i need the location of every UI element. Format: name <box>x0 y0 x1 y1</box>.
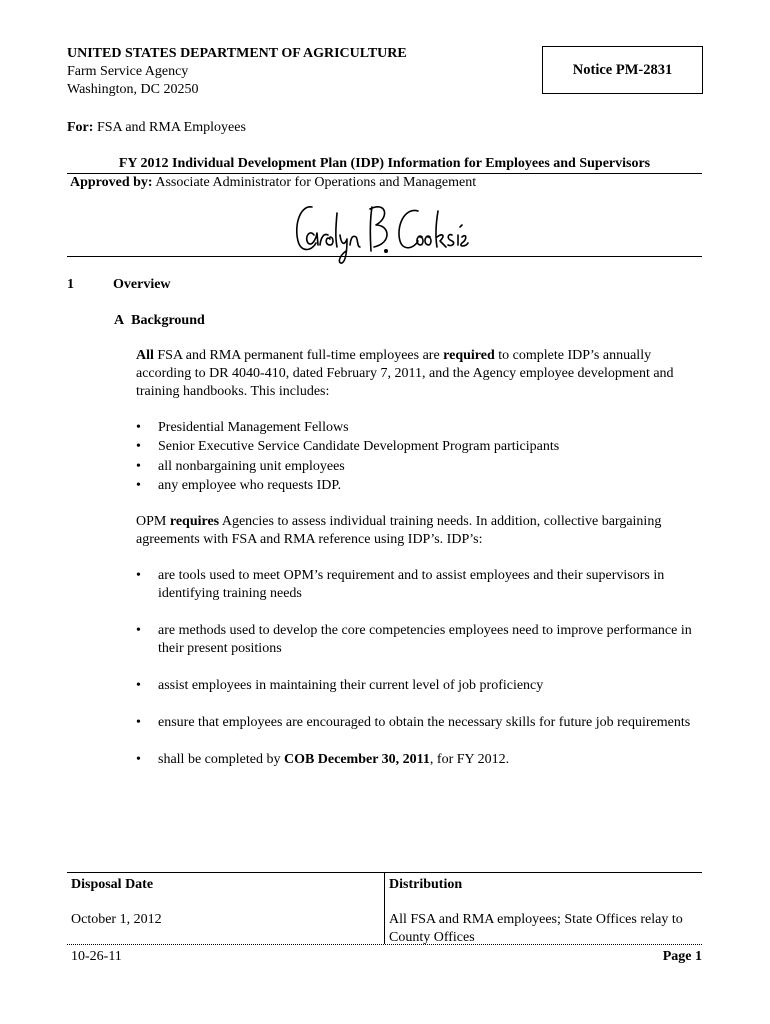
section-number: 1 <box>67 277 74 292</box>
deadline-part1: shall be completed by <box>158 752 284 767</box>
list-item: • ensure that employees are encouraged to obtain the necessary skills for future job requirements <box>136 714 701 732</box>
notice-number-box <box>542 46 703 94</box>
disposal-date-label: Disposal Date <box>71 877 154 892</box>
approved-value: Associate Administrator for Operations and Management <box>155 175 477 190</box>
para1-part1: FSA and RMA permanent full-time employees are <box>153 348 444 363</box>
para2-part1: OPM <box>136 514 170 529</box>
distribution-label: Distribution <box>389 877 463 892</box>
approved-line <box>70 174 476 192</box>
for-line <box>67 119 246 137</box>
department-name: UNITED STATES DEPARTMENT OF AGRICULTURE <box>67 46 407 61</box>
disposal-date-value: October 1, 2012 <box>71 912 162 927</box>
notice-number: Notice PM-2831 <box>572 62 673 78</box>
list-item: • Presidential Management Fellows <box>136 419 701 438</box>
background-paragraph <box>136 347 701 401</box>
signature-rule <box>67 256 702 257</box>
para2-part2: Agencies to assess individual training needs. In addition, collective bargaining agreements with FSA and RMA reference using IDP’s. IDP’s: <box>136 514 662 547</box>
para2-bold: requires <box>169 514 220 529</box>
for-value: FSA and RMA Employees <box>96 120 246 135</box>
agency-address: Washington, DC 20250 <box>67 82 199 97</box>
footer-column-divider <box>384 872 385 944</box>
list-item: • Senior Executive Service Candidate Development Program participants <box>136 438 701 457</box>
subsection-heading <box>114 312 205 330</box>
page-number: Page 1 <box>662 949 702 964</box>
deadline-part2: , for FY 2012. <box>429 752 510 767</box>
deadline-date: COB December 30, 2011 <box>283 752 430 767</box>
list-item: • all nonbargaining unit employees <box>136 458 701 477</box>
signature-image <box>290 195 470 265</box>
list-item-deadline <box>136 751 701 769</box>
agency-header <box>67 45 407 99</box>
eligible-employees-list <box>136 419 701 496</box>
section-title: Overview <box>113 277 171 292</box>
issue-date: 10-26-11 <box>71 949 122 964</box>
for-label: For: <box>67 120 94 135</box>
list-item: • are methods used to develop the core competencies employees need to improve performance in their present positions <box>136 622 701 658</box>
para1-bold: required <box>443 348 495 363</box>
subsection-title: Background <box>131 313 205 328</box>
approved-label: Approved by: <box>70 175 153 190</box>
notice-title: FY 2012 Individual Development Plan (IDP) Information for Employees and Supervisors <box>118 156 651 171</box>
opm-paragraph <box>136 513 701 549</box>
distribution-value: All FSA and RMA employees; State Offices relay to County Offices <box>389 912 683 945</box>
footer-bottom-rule <box>67 944 702 945</box>
agency-name: Farm Service Agency <box>67 64 189 79</box>
para1-lead: All <box>136 348 154 363</box>
para1-part2: to complete IDP’s annually according to DR 4040-410, dated February 7, 2011, and the Agency employee development and training handbooks. This includes: <box>136 348 674 399</box>
list-item: • assist employees in maintaining their current level of job proficiency <box>136 677 701 695</box>
list-item: • are tools used to meet OPM’s requirement and to assist employees and their supervisors in identifying training needs <box>136 567 701 603</box>
subsection-letter: A <box>114 313 125 328</box>
list-item: • any employee who requests IDP. <box>136 477 701 496</box>
idp-purpose-list <box>136 567 701 769</box>
